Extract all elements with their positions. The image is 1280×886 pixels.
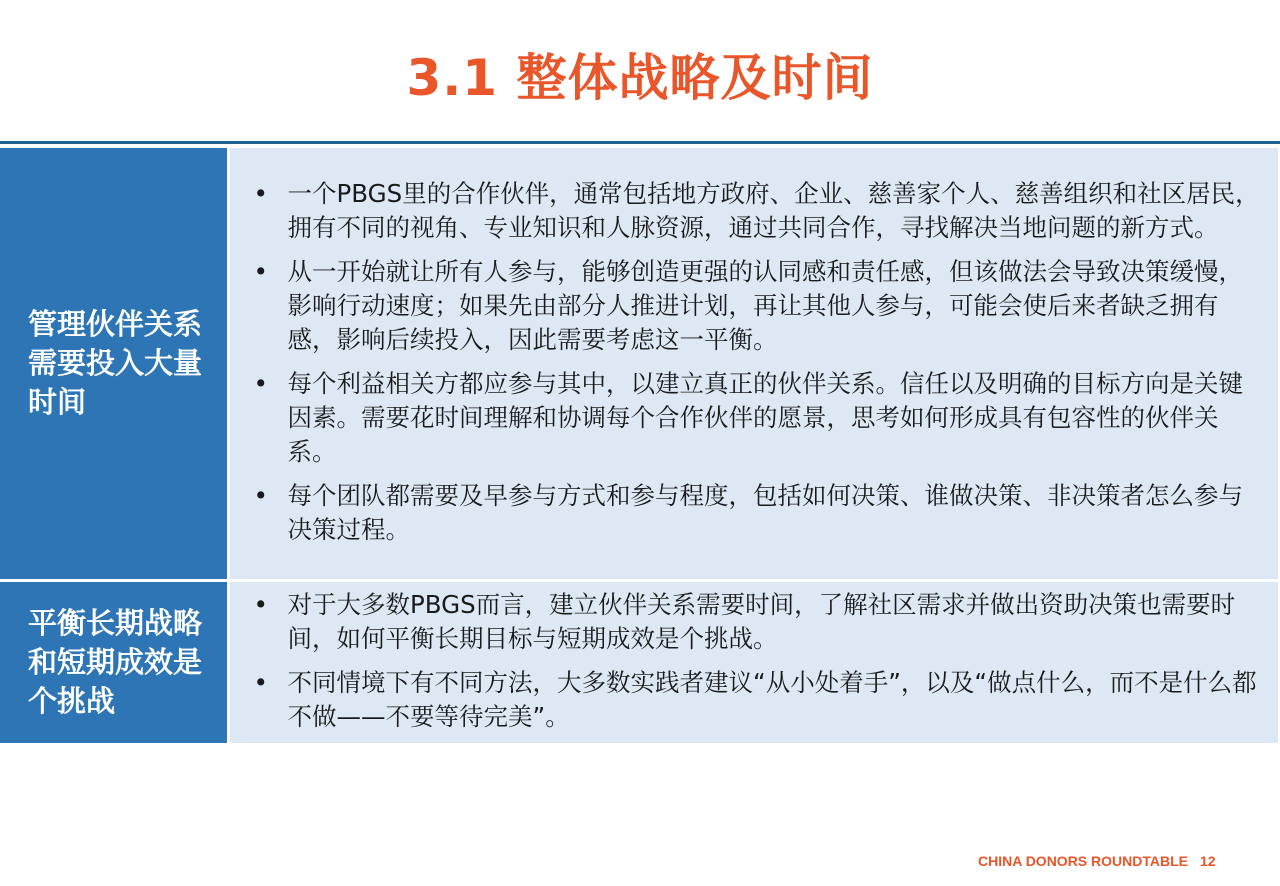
list-item: • 每个利益相关方都应参与其中，以建立真正的伙伴关系。信任以及明确的目标方向是关键因素。需要花时间理解和协调每个合作伙伴的愿景，思考如何形成具有包容性的伙伴关系。 (254, 367, 1265, 469)
footer-org: CHINA DONORS ROUNDTABLE (978, 853, 1188, 869)
row-label: 管理伙伴关系需要投入大量时间 (0, 148, 228, 580)
row-content (228, 580, 1278, 744)
list-item: • 从一开始就让所有人参与，能够创造更强的认同感和责任感，但该做法会导致决策缓慢，影响行动速度；如果先由部分人推进计划，再让其他人参与，可能会使后来者缺乏拥有感，影响后续投入，因此需要考虑这一平衡。 (254, 255, 1265, 357)
table-row (0, 148, 1278, 580)
row-content (228, 148, 1278, 580)
row-label: 平衡长期战略和短期成效是个挑战 (0, 580, 228, 744)
list-item: • 每个团队都需要及早参与方式和参与程度，包括如何决策、谁做决策、非决策者怎么参与决策过程。 (254, 479, 1265, 547)
bullet-list (254, 588, 1265, 734)
table-row (0, 580, 1278, 744)
title-divider (0, 141, 1280, 144)
slide-title: 3.1 整体战略及时间 (406, 49, 874, 107)
page-number: 12 (1200, 853, 1216, 869)
list-item: • 不同情境下有不同方法，大多数实践者建议“从小处着手”，以及“做点什么，而不是什么都不做——不要等待完美”。 (254, 666, 1265, 734)
list-item: • 对于大多数PBGS而言，建立伙伴关系需要时间，了解社区需求并做出资助决策也需要时间，如何平衡长期目标与短期成效是个挑战。 (254, 588, 1265, 656)
list-item: • 一个PBGS里的合作伙伴，通常包括地方政府、企业、慈善家个人、慈善组织和社区居民，拥有不同的视角、专业知识和人脉资源，通过共同合作，寻找解决当地问题的新方式。 (254, 177, 1265, 245)
content-table (0, 148, 1278, 746)
bullet-list (254, 177, 1265, 547)
footer (978, 853, 1216, 869)
